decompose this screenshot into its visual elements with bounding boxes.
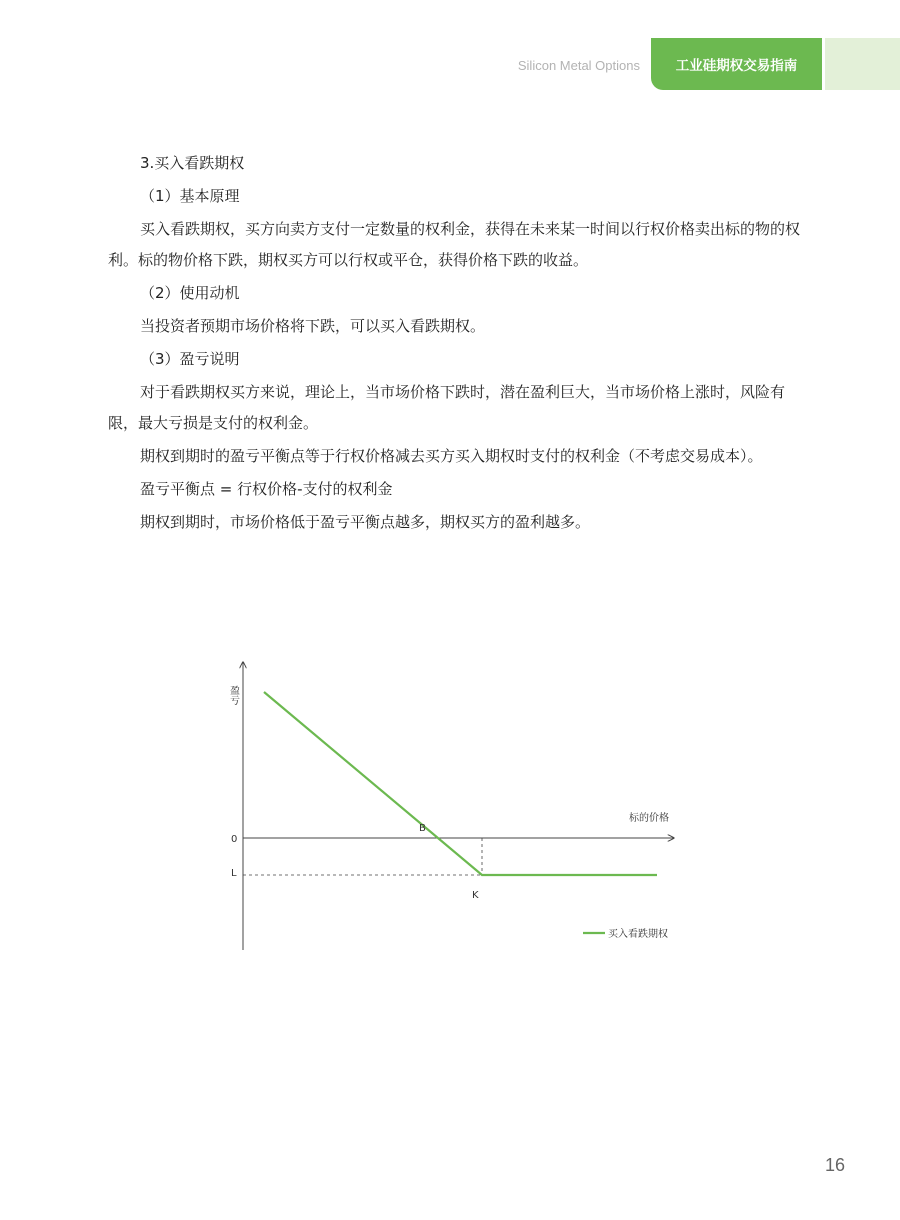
paragraph-principle: 买入看跌期权，买方向卖方支付一定数量的权利金，获得在未来某一时间以行权价格卖出标的物的权利。标的物价格下跌，期权买方可以行权或平仓，获得价格下跌的收益。 [108,220,801,269]
paragraph-motivation: 当投资者预期市场价格将下跌，可以买入看跌期权。 [140,317,486,335]
content [108,148,808,538]
y-tick-l: L [231,868,237,879]
payoff-line [264,692,657,875]
page-number: 16 [824,1155,845,1175]
point-label-k: K [472,890,479,901]
header-subtitle: Silicon Metal Options [517,58,640,73]
section-heading: 3.买入看跌期权 [140,154,245,172]
legend-label: 买入看跌期权 [608,929,668,940]
payoff-chart [180,650,720,960]
subheading-motivation: （2）使用动机 [140,284,240,302]
header-tab [651,38,822,90]
point-label-b: B [419,823,426,834]
y-axis-label: 盈亏 [227,685,239,705]
subheading-profit-loss: （3）盈亏说明 [140,350,240,368]
paragraph-expiry: 期权到期时，市场价格低于盈亏平衡点越多，期权买方的盈利越多。 [140,513,591,531]
paragraph-profit-loss: 对于看跌期权买方来说，理论上，当市场价格下跌时，潜在盈利巨大，当市场价格上涨时，风险有限，最大亏损是支付的权利金。 [108,383,786,432]
subheading-principle: （1）基本原理 [140,187,240,205]
paragraph-breakeven: 期权到期时的盈亏平衡点等于行权价格减去买方买入期权时支付的权利金（不考虑交易成本）。 [140,447,763,465]
x-axis-label: 标的价格 [629,813,669,824]
y-tick-zero: 0 [231,834,238,845]
header-title: 工业硅期权交易指南 [675,58,798,74]
breakeven-formula: 盈亏平衡点 = 行权价格-支付的权利金 [140,480,393,498]
header-decor-block [825,38,900,90]
